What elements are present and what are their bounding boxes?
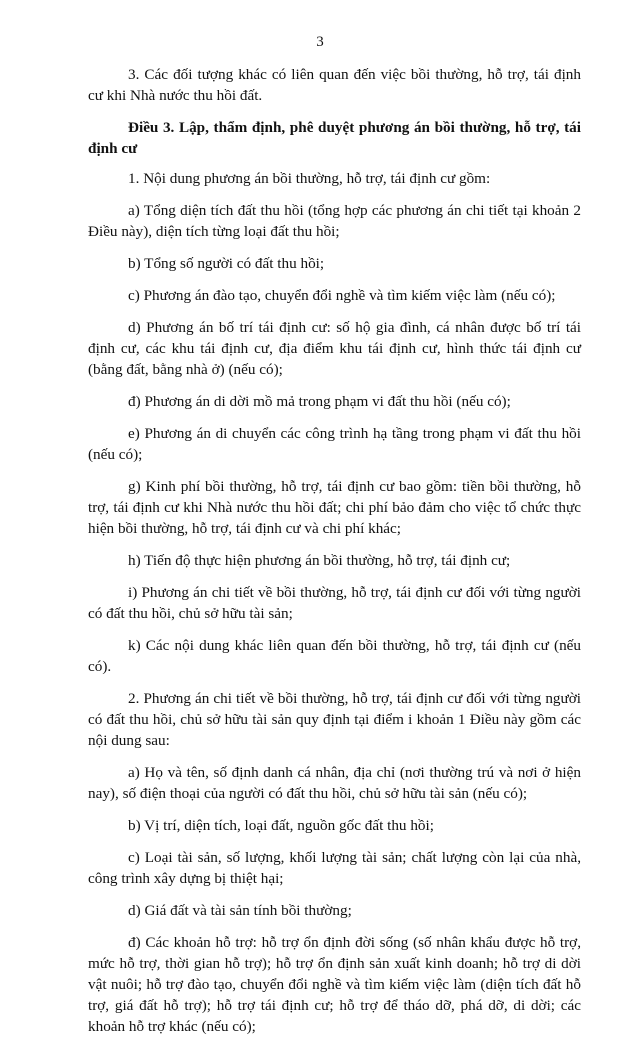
paragraph: 3. Các đối tượng khác có liên quan đến việc bồi thường, hỗ trợ, tái định cư khi Nhà nước thu hồi đất.	[88, 66, 581, 104]
paragraph: 1. Nội dung phương án bồi thường, hỗ trợ, tái định cư gồm:	[128, 170, 491, 187]
paragraph: b) Tổng số người có đất thu hồi;	[128, 255, 325, 272]
article-heading: Điều 3. Lập, thẩm định, phê duyệt phương án bồi thường, hỗ trợ, tái định cư	[88, 119, 581, 157]
paragraph: đ) Các khoản hỗ trợ: hỗ trợ ổn định đời sống (số nhân khẩu được hỗ trợ, mức hỗ trợ, thời gian hỗ trợ); hỗ trợ ổn định sản xuất kinh doanh; hỗ trợ di dời vật nuôi; hỗ trợ đào tạo, chuyển đổi nghề và tìm kiếm việc làm (diện tích đất hỗ trợ, giá đất hỗ trợ); hỗ trợ tái định cư; hỗ trợ để tháo dỡ, phá dỡ, di dời; các khoản hỗ trợ khác (nếu có);	[88, 934, 581, 1035]
paragraph: c) Phương án đào tạo, chuyển đổi nghề và tìm kiếm việc làm (nếu có);	[128, 287, 556, 304]
paragraph: d) Phương án bố trí tái định cư: số hộ gia đình, cá nhân được bố trí tái định cư, các khu tái định cư, địa điểm khu tái định cư, hình thức tái định cư (bằng đất, bằng nhà ở) (nếu có);	[88, 319, 581, 378]
paragraph: a) Tổng diện tích đất thu hồi (tổng hợp các phương án chi tiết tại khoản 2 Điều này), diện tích từng loại đất thu hồi;	[88, 202, 581, 240]
paragraph: 2. Phương án chi tiết về bồi thường, hỗ trợ, tái định cư đối với từng người có đất thu hồi, chủ sở hữu tài sản quy định tại điểm i khoản 1 Điều này gồm các nội dung sau:	[88, 690, 581, 749]
paragraph: e) Phương án di chuyển các công trình hạ tầng trong phạm vi đất thu hồi (nếu có);	[88, 425, 581, 463]
paragraph: b) Vị trí, diện tích, loại đất, nguồn gốc đất thu hồi;	[128, 817, 434, 834]
paragraph: h) Tiến độ thực hiện phương án bồi thường, hỗ trợ, tái định cư;	[128, 552, 511, 569]
paragraph: g) Kinh phí bồi thường, hỗ trợ, tái định cư bao gồm: tiền bồi thường, hỗ trợ, tái định cư khi Nhà nước thu hồi đất; chi phí bảo đảm cho việc tổ chức thực hiện bồi thường, hỗ trợ, tái định cư và chi phí khác;	[88, 478, 581, 537]
page-number: 3	[316, 34, 324, 50]
paragraph: d) Giá đất và tài sản tính bồi thường;	[128, 902, 352, 919]
paragraph: a) Họ và tên, số định danh cá nhân, địa chỉ (nơi thường trú và nơi ở hiện nay), số điện thoại của người có đất thu hồi, chủ sở hữu tài sản (nếu có);	[88, 764, 581, 802]
paragraph: c) Loại tài sản, số lượng, khối lượng tài sản; chất lượng còn lại của nhà, công trình xây dựng bị thiệt hại;	[88, 849, 581, 887]
document-body	[88, 64, 581, 1048]
paragraph: i) Phương án chi tiết về bồi thường, hỗ trợ, tái định cư đối với từng người có đất thu hồi, chủ sở hữu tài sản;	[88, 584, 581, 622]
paragraph: k) Các nội dung khác liên quan đến bồi thường, hỗ trợ, tái định cư (nếu có).	[88, 637, 581, 675]
paragraph: đ) Phương án di dời mồ mả trong phạm vi đất thu hồi (nếu có);	[128, 393, 511, 410]
